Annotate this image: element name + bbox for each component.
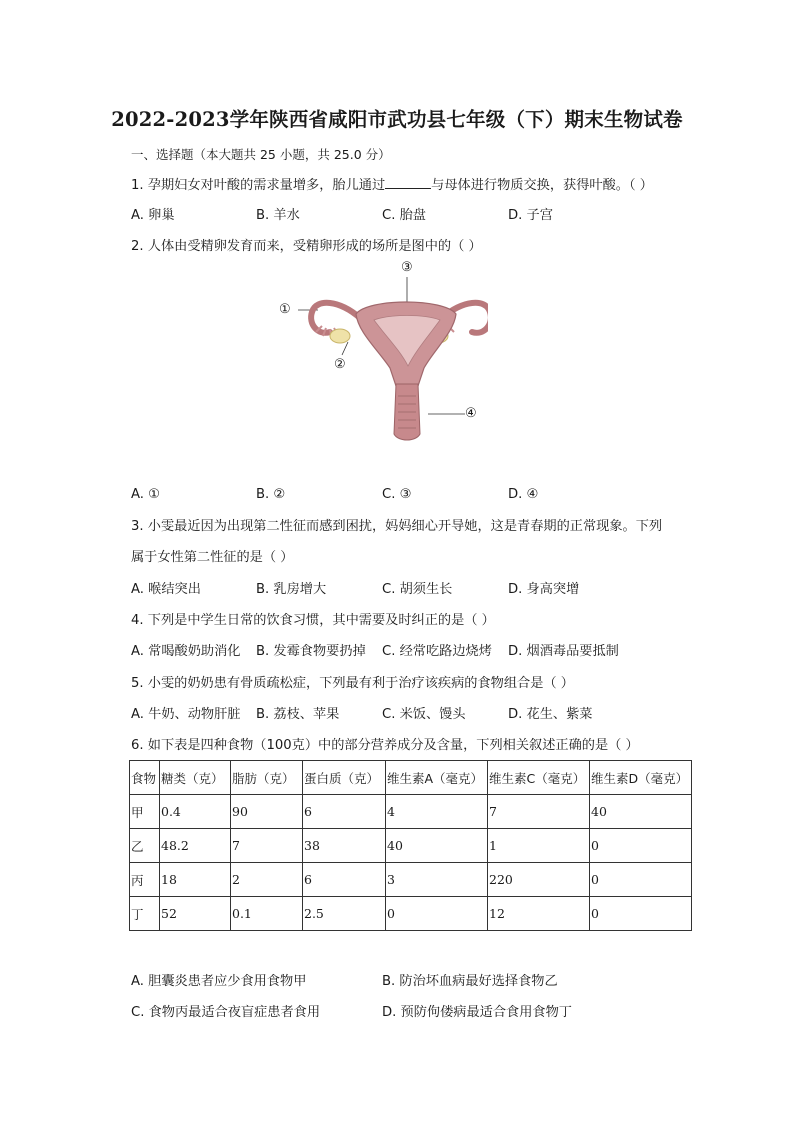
question-5-option-b: B. 荔枝、苹果 [256, 707, 340, 722]
table-cell: 丁 [130, 897, 160, 931]
question-1-stem [131, 176, 653, 195]
table-cell: 0 [590, 897, 692, 931]
question-2-option-c: C. ③ [382, 487, 412, 502]
table-header-cell: 糖类（克） [160, 761, 231, 795]
table-cell: 48.2 [160, 829, 231, 863]
question-1-option-d: D. 子宫 [508, 208, 553, 223]
table-cell: 7 [488, 795, 590, 829]
table-cell: 12 [488, 897, 590, 931]
question-2-stem: 2. 人体由受精卵发育而来，受精卵形成的场所是图中的（ ） [131, 239, 482, 254]
question-4-stem: 4. 下列是中学生日常的饮食习惯，其中需要及时纠正的是（ ） [131, 613, 495, 628]
table-cell: 甲 [130, 795, 160, 829]
table-header-row [130, 761, 692, 795]
answer-blank [385, 176, 431, 189]
question-5-option-c: C. 米饭、馒头 [382, 707, 466, 722]
female-reproductive-system-figure [278, 258, 488, 450]
table-cell: 3 [386, 863, 488, 897]
table-row [130, 829, 692, 863]
table-cell: 2 [231, 863, 303, 897]
table-header-cell: 维生素D（毫克） [590, 761, 692, 795]
question-6-option-c: C. 食物丙最适合夜盲症患者食用 [131, 1005, 321, 1020]
table-header-cell: 脂肪（克） [231, 761, 303, 795]
question-1-option-c: C. 胎盘 [382, 208, 426, 223]
table-row [130, 863, 692, 897]
table-cell: 40 [386, 829, 488, 863]
table-cell: 18 [160, 863, 231, 897]
table-cell: 7 [231, 829, 303, 863]
question-4-option-c: C. 经常吃路边烧烤 [382, 644, 492, 659]
page-title: 2022-2023学年陕西省咸阳市武功县七年级（下）期末生物试卷 [111, 108, 683, 131]
table-cell: 6 [303, 863, 386, 897]
question-1-option-a: A. 卵巢 [131, 208, 175, 223]
figure-label-3: ③ [401, 260, 413, 275]
section-heading: 一、选择题（本大题共 25 小题，共 25.0 分） [131, 147, 391, 162]
question-4-option-d: D. 烟酒毒品要抵制 [508, 644, 619, 659]
table-header-cell: 维生素C（毫克） [488, 761, 590, 795]
question-4-option-a: A. 常喝酸奶助消化 [131, 644, 241, 659]
question-2-option-b: B. ② [256, 487, 286, 502]
question-3-option-d: D. 身高突增 [508, 582, 580, 597]
question-3-option-b: B. 乳房增大 [256, 582, 327, 597]
question-6-option-b: B. 防治坏血病最好选择食物乙 [382, 974, 558, 989]
table-header-cell: 蛋白质（克） [303, 761, 386, 795]
table-row [130, 795, 692, 829]
question-2-option-d: D. ④ [508, 487, 539, 502]
question-5-option-a: A. 牛奶、动物肝脏 [131, 707, 241, 722]
table-row [130, 897, 692, 931]
question-4-option-b: B. 发霉食物要扔掉 [256, 644, 366, 659]
question-6-option-d: D. 预防佝偻病最适合食用食物丁 [382, 1005, 572, 1020]
table-cell: 52 [160, 897, 231, 931]
question-5-option-d: D. 花生、紫菜 [508, 707, 593, 722]
table-cell: 6 [303, 795, 386, 829]
table-cell: 0 [590, 829, 692, 863]
table-cell: 0.4 [160, 795, 231, 829]
table-cell: 90 [231, 795, 303, 829]
question-2-option-a: A. ① [131, 487, 160, 502]
table-cell: 0 [590, 863, 692, 897]
table-cell: 4 [386, 795, 488, 829]
table-cell: 38 [303, 829, 386, 863]
table-cell: 丙 [130, 863, 160, 897]
figure-label-2: ② [334, 357, 346, 372]
figure-label-1: ① [279, 302, 291, 317]
question-3-option-a: A. 喉结突出 [131, 582, 201, 597]
table-cell: 2.5 [303, 897, 386, 931]
question-3-option-c: C. 胡须生长 [382, 582, 453, 597]
question-6-stem: 6. 如下表是四种食物（100克）中的部分营养成分及含量，下列相关叙述正确的是（ ） [131, 738, 639, 753]
table-header-cell: 食物 [130, 761, 160, 795]
question-1-stem-part1: 1. 孕期妇女对叶酸的需求量增多，胎儿通过 [131, 178, 386, 193]
nutrition-table [129, 760, 692, 931]
table-cell: 0.1 [231, 897, 303, 931]
question-1-stem-part2: 与母体进行物质交换，获得叶酸。（ ） [431, 178, 653, 193]
table-cell: 乙 [130, 829, 160, 863]
table-cell: 220 [488, 863, 590, 897]
figure-label-4: ④ [465, 406, 477, 421]
question-6-option-a: A. 胆囊炎患者应少食用食物甲 [131, 974, 307, 989]
question-1-option-b: B. 羊水 [256, 208, 300, 223]
table-header-cell: 维生素A（毫克） [386, 761, 488, 795]
question-5-stem: 5. 小雯的奶奶患有骨质疏松症，下列最有利于治疗该疾病的食物组合是（ ） [131, 676, 574, 691]
table-cell: 1 [488, 829, 590, 863]
question-3-stem-line2: 属于女性第二性征的是（ ） [131, 550, 294, 565]
table-cell: 0 [386, 897, 488, 931]
table-cell: 40 [590, 795, 692, 829]
question-3-stem-line1: 3. 小雯最近因为出现第二性征而感到困扰，妈妈细心开导她，这是青春期的正常现象。下列 [131, 519, 663, 534]
